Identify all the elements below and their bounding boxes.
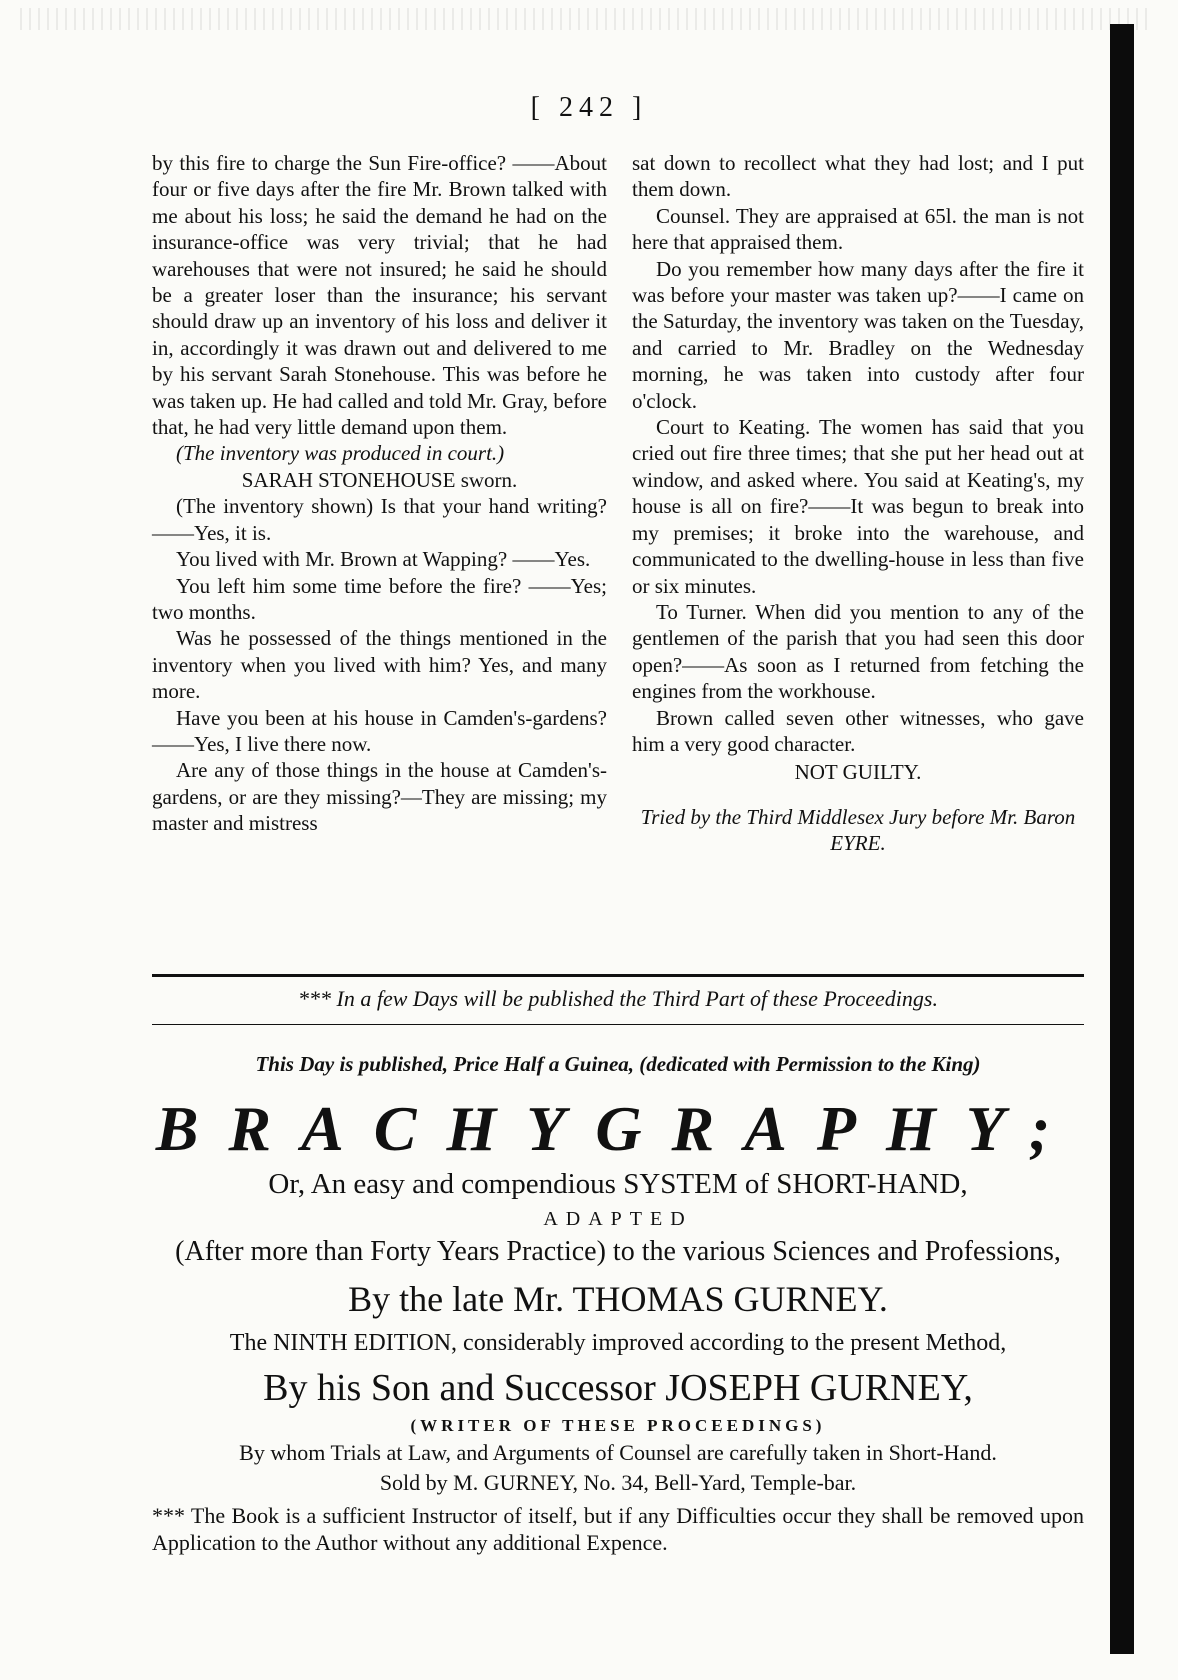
verdict: NOT GUILTY. (794, 760, 922, 785)
advert-note: *** The Book is a sufficient Instructor of itself, but if any Difficulties occur they shall be removed upon Application to the Author without any additional Expence. (152, 1503, 1084, 1555)
advert-adapted: ADAPTED (543, 1208, 693, 1230)
advert-sold-by: Sold by M. GURNEY, No. 34, Bell-Yard, Temple-bar. (379, 1470, 857, 1495)
paragraph-italic: (The inventory was produced in court.) (176, 441, 505, 466)
advert-trials: By whom Trials at Law, and Arguments of Counsel are carefully taken in Short-Hand. (239, 1440, 997, 1465)
paragraph: Brown called seven other witnesses, who gave him a very good character. (632, 705, 1084, 756)
advert-practice: (After more than Forty Years Practice) to the various Sciences and Professions, (175, 1236, 1061, 1267)
paragraph: You lived with Mr. Brown at Wapping? ——Yes. (176, 547, 591, 572)
page-number: [ 242 ] (530, 92, 648, 123)
advert-edition: The NINTH EDITION, considerably improved according to the present Method, (229, 1330, 1007, 1356)
binding-edge (1110, 24, 1134, 1654)
advert-subtitle: Or, An easy and compendious SYSTEM of SHORT-HAND, (268, 1168, 968, 1200)
paragraph: Have you been at his house in Camden's-gardens?——Yes, I live there now. (152, 705, 607, 756)
advert-writer: (WRITER OF THESE PROCEEDINGS) (410, 1416, 826, 1435)
left-column (152, 150, 607, 837)
witness-heading: SARAH STONEHOUSE sworn. (241, 467, 518, 492)
advert-intro: This Day is published, Price Half a Guinea, (dedicated with Permission to the King) (255, 1052, 981, 1076)
paragraph: Court to Keating. The women has said that you cried out fire three times; that she put her head out at window, and asked where. You said at Keating's, my house is all on fire?——It was begun to break into my premises; it broke into the warehouse, and communicated to the dwelling-house in less than five or six minutes. (632, 415, 1084, 598)
scan-noise (20, 8, 1150, 30)
paragraph: You left him some time before the fire? ——Yes; two months. (152, 573, 607, 624)
paragraph: (The inventory shown) Is that your hand writing?——Yes, it is. (152, 494, 607, 545)
notice-line: *** In a few Days will be published the Third Part of these Proceedings. (298, 986, 938, 1011)
advert-successor: By his Son and Successor JOSEPH GURNEY, (263, 1367, 973, 1409)
paragraph: by this fire to charge the Sun Fire-office? ——About four or five days after the fire Mr. Brown talked with me about his loss; he said the demand he had on the insurance-office was very trivial; that he had warehouses that were not insured; he said he should be a greater loser than the insurance; his servant should draw up an inventory of his loss and deliver it in, accordingly it was drawn out and delivered to me by his servant Sarah Stonehouse. This was before he was taken up. He had called and told Mr. Gray, before that, he had very little demand upon them. (152, 151, 607, 440)
paragraph: Are any of those things in the house at Camden's-gardens, or are they missing?—They are missing; my master and mistress (152, 758, 607, 836)
right-column (632, 150, 1084, 857)
paragraph: To Turner. When did you mention to any of the gentlemen of the parish that you had seen this door open?——As soon as I returned from fetching the engines from the workhouse. (632, 599, 1084, 704)
advert-author: By the late Mr. THOMAS GURNEY. (348, 1279, 888, 1319)
divider-rule (152, 974, 1084, 977)
paragraph: Was he possessed of the things mentioned in the inventory when you lived with him? Yes, and many more. (152, 626, 607, 704)
advert-title: BRACHYGRAPHY; (155, 1093, 1081, 1164)
paragraph: Counsel. They are appraised at 65l. the man is not here that appraised them. (632, 203, 1084, 255)
jury-line: Tried by the Third Middlesex Jury before Mr. Baron EYRE. (640, 804, 1076, 856)
paragraph: sat down to recollect what they had lost; and I put them down. (632, 151, 1084, 202)
paragraph: Do you remember how many days after the fire it was before your master was taken up?——I came on the Saturday, the inventory was taken on the Tuesday, and carried to Mr. Bradley on the Wednesday morning, he was taken into custody after four o'clock. (632, 256, 1084, 413)
divider-rule-thin (152, 1024, 1084, 1025)
